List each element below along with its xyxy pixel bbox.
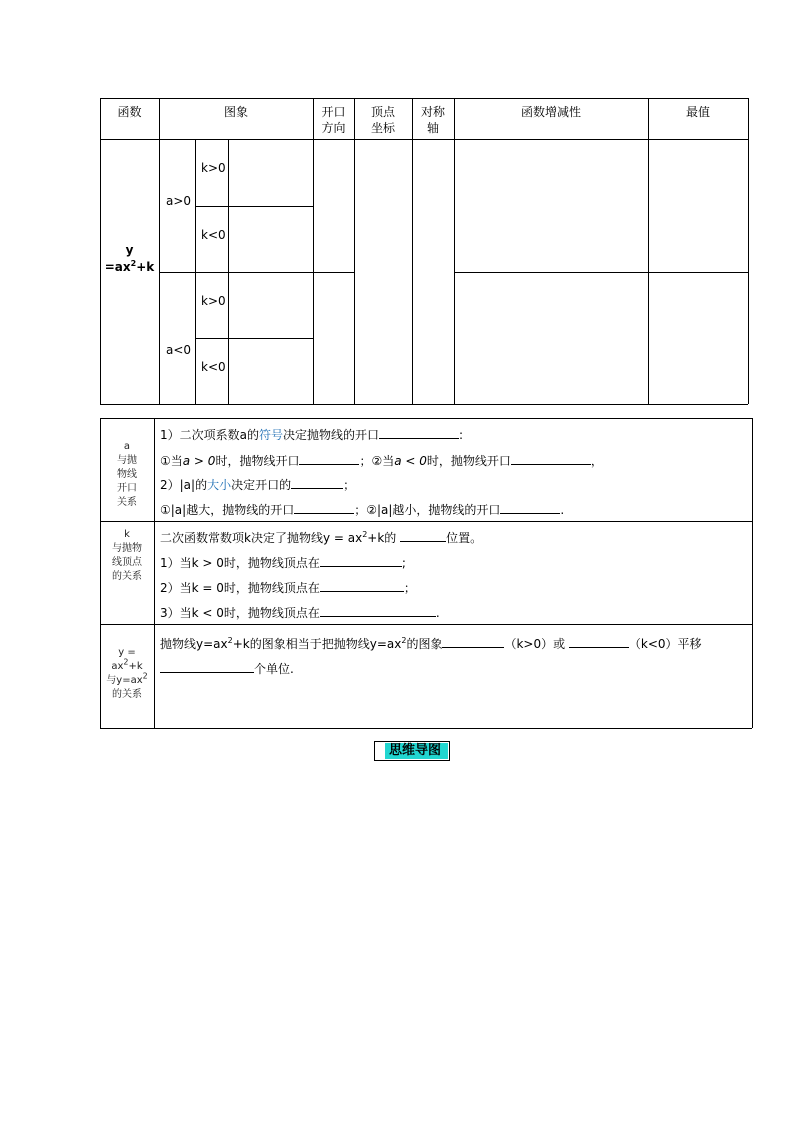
header-monotonicity: 函数增减性 <box>520 105 581 119</box>
header-axis-2: 轴 <box>426 121 439 135</box>
row1-label-2: 与抛 <box>117 455 137 466</box>
row3-label-2: $ax^2+k$ <box>111 657 143 672</box>
k-negative-label-2: k<0 <box>201 360 226 374</box>
a-positive-label: a>0 <box>166 194 192 208</box>
row2-label-k: k <box>124 529 130 540</box>
mindmap-heading <box>374 741 450 761</box>
row1-label-4: 开口 <box>117 483 137 494</box>
row2-label-2: 与抛物 <box>112 543 142 554</box>
header-graph: 图象 <box>223 105 248 119</box>
row2-label-4: 的关系 <box>112 571 142 582</box>
row3-line-1: 抛物线$y=ax^2+k$的图象相当于把抛物线$y=ax^2$的图象 （k>0）或 （k<0）平移 <box>160 636 702 651</box>
blank-field <box>400 529 446 542</box>
row3-label-4: 的关系 <box>112 689 142 700</box>
row1-line-4: ①|a|越大，抛物线的开口 ；②|a|越小，抛物线的开口 . <box>160 503 565 517</box>
function-label-expression: $=ax^2+k$ <box>104 259 155 274</box>
header-extremum: 最值 <box>685 105 710 119</box>
function-label-y: y <box>125 243 134 257</box>
header-open-direction-1: 开口 <box>321 105 346 119</box>
row3-line-2: 个单位. <box>160 660 294 677</box>
blank-field <box>511 452 591 465</box>
blank-field <box>442 635 504 648</box>
mindmap-heading-text: 思维导图 <box>389 743 442 758</box>
blank-field <box>160 660 254 673</box>
blank-field <box>379 426 459 439</box>
blank-field <box>299 452 359 465</box>
header-function: 函数 <box>117 105 142 119</box>
row1-label-5: 关系 <box>117 497 137 508</box>
k-positive-label-1: k>0 <box>201 161 226 175</box>
blank-field <box>320 579 404 592</box>
row2-line-4: 3）当k < 0时，抛物线顶点在 . <box>160 606 440 620</box>
blank-field <box>320 604 436 617</box>
k-positive-label-2: k>0 <box>201 294 226 308</box>
row1-label-3: 物线 <box>117 469 137 480</box>
blank-field <box>569 635 629 648</box>
row2-line-1: 二次函数常数项k决定了抛物线$y = ax^2+k$的 位置。 <box>160 530 483 545</box>
row2-line-2: 1）当k > 0时，抛物线顶点在 ; <box>160 556 406 570</box>
header-open-direction-2: 方向 <box>321 121 346 135</box>
k-negative-label-1: k<0 <box>201 228 226 242</box>
row3-label-3: 与$y=ax^2$ <box>106 671 148 686</box>
header-axis-1: 对称 <box>420 105 445 119</box>
row2-label-3: 线顶点 <box>112 557 142 568</box>
row1-line-1: 1）二次项系数a的符号决定抛物线的开口 : <box>160 428 464 442</box>
row1-line-2: ①当a > 0时，抛物线开口 ；②当a < 0时，抛物线开口 ， <box>160 454 603 468</box>
blank-field <box>500 501 560 514</box>
header-vertex-1: 顶点 <box>370 105 395 119</box>
header-vertex-2: 坐标 <box>370 121 395 135</box>
a-negative-label: a<0 <box>166 343 192 357</box>
blank-field <box>320 554 402 567</box>
row3-label-1: y = <box>118 647 136 658</box>
blank-field <box>291 476 343 489</box>
row2-line-3: 2）当k = 0时，抛物线顶点在 ； <box>160 581 416 595</box>
blank-field <box>294 501 354 514</box>
row1-label-a: a <box>123 441 131 452</box>
row1-line-3: 2）|a|的大小决定开口的 ； <box>160 478 356 492</box>
